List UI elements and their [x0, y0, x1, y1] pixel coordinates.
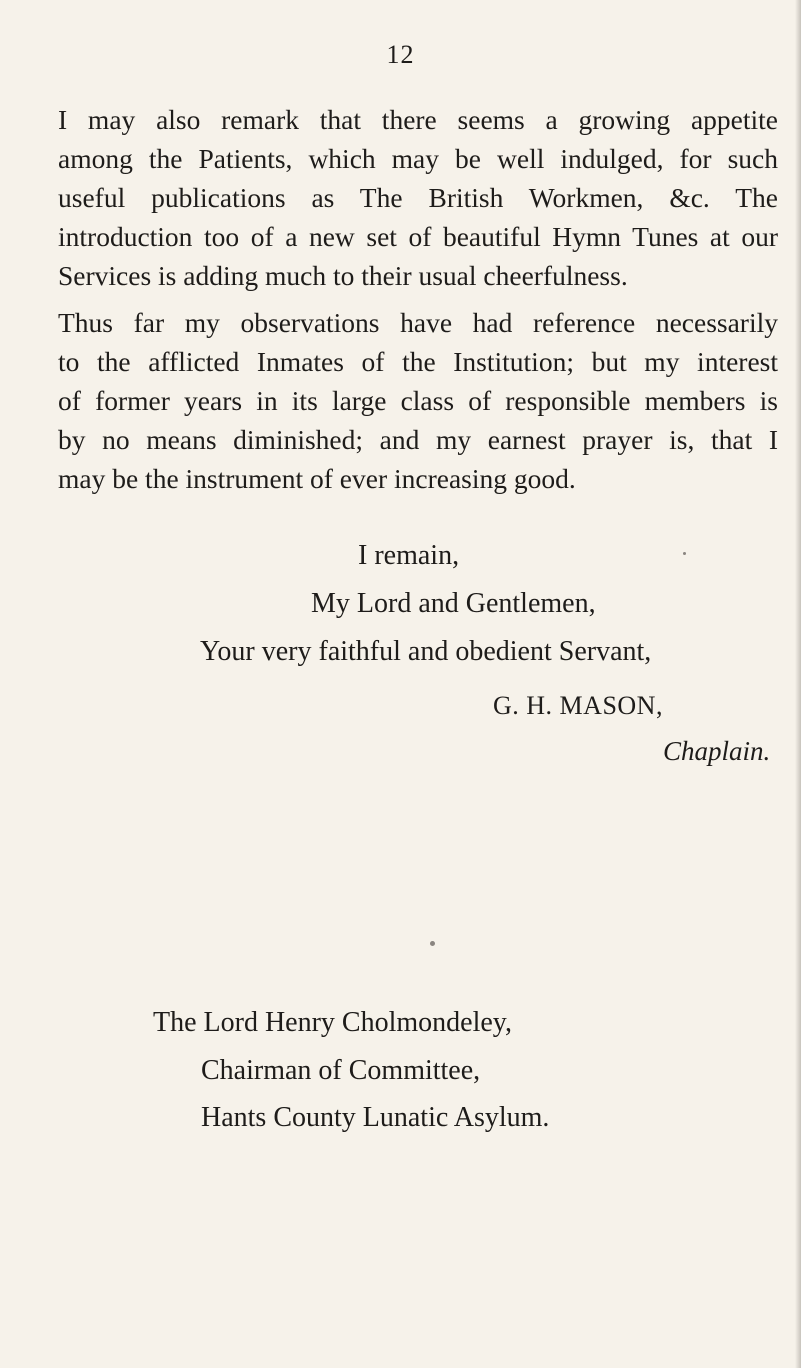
- paragraph-line: by no means diminished; and my earnest prayer is, that I: [58, 424, 778, 455]
- paragraph-1: [58, 100, 778, 295]
- paragraph-line: to the afflicted Inmates of the Institution; but my interest: [58, 346, 778, 377]
- paragraph-line: Services is adding much to their usual cheerfulness.: [58, 260, 628, 291]
- paper-speck: [683, 552, 686, 555]
- addressee-line-1: The Lord Henry Cholmondeley,: [153, 1007, 512, 1038]
- signature-title: Chaplain.: [663, 736, 771, 766]
- paragraph-2: [58, 303, 778, 498]
- paragraph-line: I may also remark that there seems a growing appetite: [58, 104, 778, 135]
- addressee-line-2: Chairman of Committee,: [201, 1055, 481, 1086]
- paragraph-line: Thus far my observations have had reference necessarily: [58, 307, 778, 338]
- paper-speck: [430, 941, 435, 946]
- paragraph-line: useful publications as The British Workmen, &c. The: [58, 182, 778, 213]
- paragraph-line: among the Patients, which may be well indulged, for such: [58, 143, 778, 174]
- paragraph-line: may be the instrument of ever increasing good.: [58, 463, 576, 494]
- addressee-line-3: Hants County Lunatic Asylum.: [201, 1102, 550, 1133]
- closing-salutation: My Lord and Gentlemen,: [311, 588, 596, 619]
- closing-remain: I remain,: [358, 540, 460, 571]
- paragraph-line: of former years in its large class of responsible members is: [58, 385, 778, 416]
- page-edge-shadow: [795, 0, 801, 1368]
- closing-servant: Your very faithful and obedient Servant,: [200, 636, 652, 667]
- signature-name: G. H. MASON,: [493, 691, 663, 720]
- page-number: 12: [386, 40, 415, 69]
- paragraph-line: introduction too of a new set of beautiful Hymn Tunes at our: [58, 221, 778, 252]
